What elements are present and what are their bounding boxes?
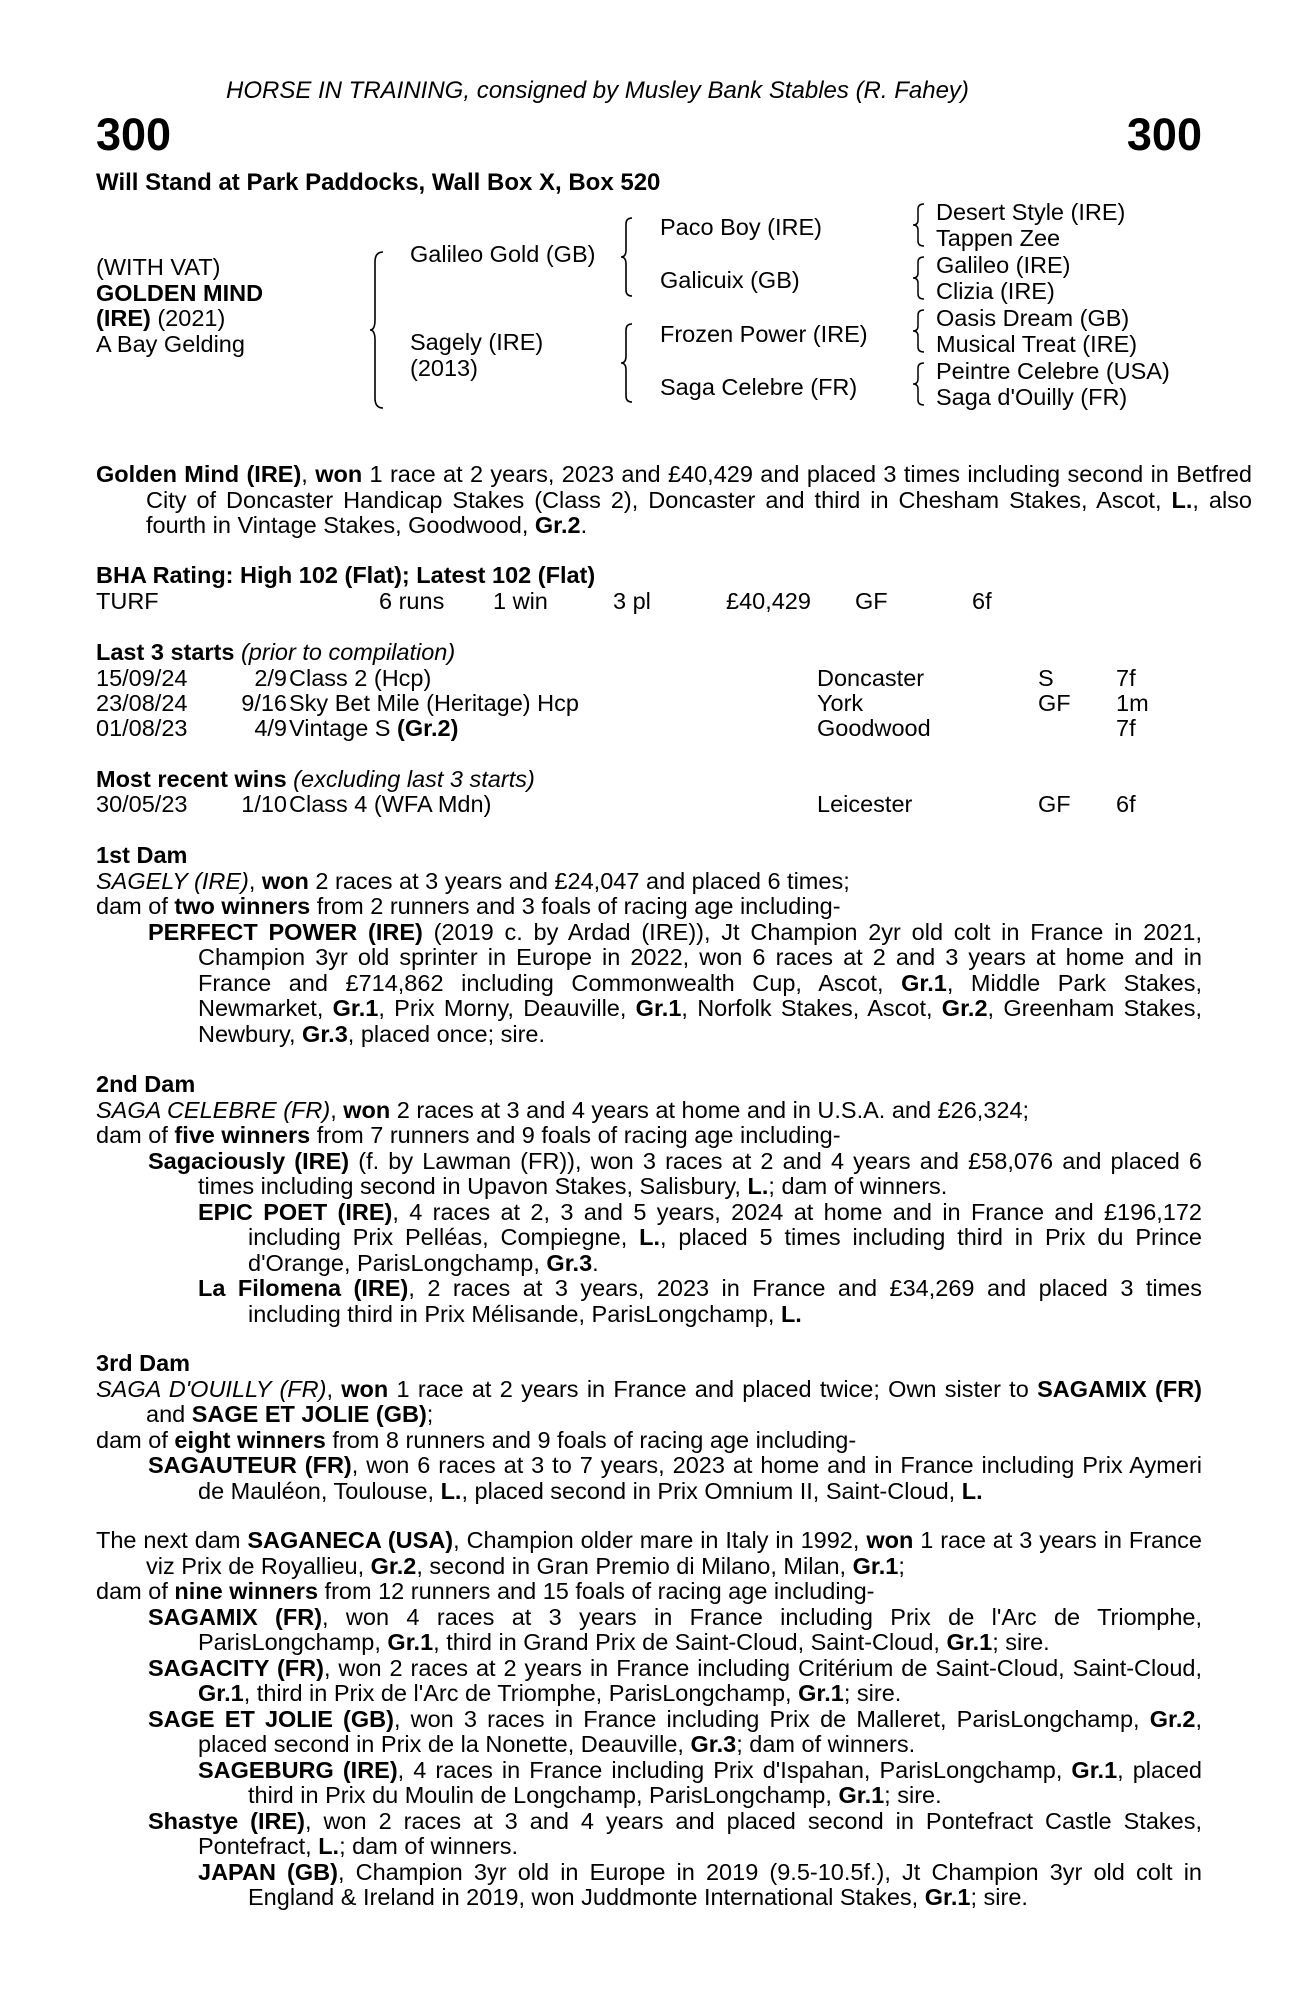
last3-note: (prior to compilation) — [234, 639, 456, 665]
second-dam-winners: five winners — [174, 1122, 311, 1148]
next-dam-text: 1 race at 3 years in France viz Prix de Royallieu, — [146, 1527, 1202, 1579]
race-distance: 7f — [1116, 715, 1136, 741]
race-grade: (Gr.2) — [397, 715, 459, 741]
grade-label: Gr.3 — [546, 1249, 593, 1276]
race-name-text: Vintage S — [289, 715, 398, 741]
grade-label: Gr.1 — [901, 969, 947, 996]
grade-label: Gr.2 — [941, 995, 988, 1021]
dam: Sagely (IRE) — [410, 329, 544, 355]
produce-text: , won 2 races at 3 and 4 years and placed second in Pontefract Castle Stakes, Pontefract, — [198, 1807, 1202, 1859]
recent-wins-heading-row — [96, 767, 1202, 793]
produce-name: Sagaciously (IRE) — [148, 1147, 350, 1174]
race-name-text: Sky Bet Mile (Heritage) Hcp — [289, 690, 579, 716]
listed-label: L. — [318, 1833, 340, 1859]
next-dam-text: , Champion older mare in Italy in 1992, — [453, 1527, 867, 1553]
third-dam-produce-prefix: dam of — [96, 1426, 175, 1453]
ggp-sds: Galileo (IRE) — [936, 252, 1071, 278]
listed-label: L. — [440, 1477, 462, 1504]
produce-text: , Champion 3yr old in Europe in 2019 (9.5-10.5f.), Jt Champion 3yr old colt in England & Ireland in 2019, won Juddmonte International Stakes, — [248, 1858, 1202, 1910]
race-distance: 6f — [1116, 791, 1136, 817]
grade-label: Gr.1 — [332, 995, 379, 1021]
produce-name: SAGE ET JOLIE (GB) — [148, 1705, 394, 1732]
produce-text: ; dam of winners. — [339, 1833, 519, 1859]
summary-won: won — [315, 461, 363, 487]
rating-row — [96, 589, 1202, 615]
listed-label: L. — [780, 1300, 802, 1327]
second-dam-produce-text: from 7 runners and 9 foals of racing age including- — [310, 1122, 841, 1148]
race-course: Goodwood — [817, 715, 931, 741]
ggp-sdd: Clizia (IRE) — [936, 278, 1055, 304]
rating-placed: 3 pl — [613, 588, 651, 614]
summary-horse-name: Golden Mind (IRE) — [96, 461, 302, 487]
sibling-name: SAGAMIX (FR) — [1037, 1375, 1202, 1402]
horse-suffix: (IRE) — [96, 305, 151, 331]
produce-text: ; sire. — [843, 1680, 902, 1706]
horse-name: GOLDEN MIND — [96, 279, 264, 306]
brace-ggp-4 — [912, 361, 926, 407]
third-dam-and: and — [146, 1401, 192, 1427]
produce-text: , won 2 races at 2 years in France including Critérium de Saint-Cloud, Saint-Cloud, — [323, 1654, 1202, 1681]
produce-name: EPIC POET (IRE) — [198, 1198, 393, 1225]
produce-name: JAPAN (GB) — [198, 1858, 338, 1885]
summary-text-2: , also fourth in Vintage Stakes, Goodwood, — [146, 486, 1253, 538]
vat-note: (WITH VAT) — [96, 254, 221, 280]
produce-text: ; sire. — [884, 1782, 942, 1808]
recent-wins-note: (excluding last 3 starts) — [286, 766, 535, 792]
last3-row — [96, 691, 1202, 717]
next-dam-won: won — [866, 1527, 914, 1553]
produce-text: , Greenham Stakes, Newbury, — [198, 995, 1202, 1047]
sire-sire: Paco Boy (IRE) — [660, 214, 822, 240]
produce-text: , 4 races at 2, 3 and 5 years, 2024 at home and in France and £196,172 including Prix Pelléas, Compiegne, — [248, 1198, 1203, 1250]
first-dam-section: 1st Dam SAGELY (IRE), won 2 races at 3 years and £24,047 and placed 6 times; dam of two winners from 2 runners and 3 foals of racing age including- PERFECT POWER (IRE) (2019 c. by Ardad (IRE)), Jt Champion 2yr old colt in France in 2021, Champion 3yr old sprinter in Europe in 2022, won 6 races at 2 and 3 years at home and in France and £714,862 including Commonwealth Cup, Ascot, Gr.1, Middle Park Stakes, Newmarket, Gr.1, Prix Morny, Deauville, Gr.1, Norfolk Stakes, Ascot, Gr.2, Greenham Stakes, Newbury, Gr.3, placed once; sire. — [96, 842, 1203, 1047]
produce-text: . — [592, 1249, 599, 1276]
second-dam-record: 2 races at 3 and 4 years at home and in U.S.A. and £26,324; — [390, 1096, 1030, 1123]
rating-runs: 6 runs — [379, 588, 445, 614]
produce-name: La Filomena (IRE) — [198, 1275, 409, 1301]
ggp-ddd: Saga d'Ouilly (FR) — [936, 384, 1128, 410]
horse-identity — [96, 255, 326, 357]
race-position: 4/9 — [254, 715, 287, 741]
first-dam-won: won — [261, 867, 309, 894]
produce-text: , Middle Park Stakes, Newmarket, — [198, 969, 1202, 1021]
produce-name: PERFECT POWER (IRE) — [148, 918, 423, 945]
produce-entry — [198, 1758, 1202, 1809]
first-dam-record: 2 races at 3 years and £24,047 and placed 6 times; — [308, 867, 850, 894]
race-name — [289, 691, 579, 717]
produce-text: , placed 5 times including third in Prix du Prince d'Orange, ParisLongchamp, — [248, 1224, 1202, 1276]
second-dam-heading: 2nd Dam — [96, 1071, 196, 1097]
produce-entry — [148, 1809, 1202, 1860]
grade-label: Gr.2 — [370, 1552, 417, 1579]
third-dam-winners: eight winners — [174, 1426, 326, 1453]
produce-entry — [198, 1200, 1202, 1277]
ggp-sss: Desert Style (IRE) — [936, 199, 1126, 225]
race-date: 23/08/24 — [96, 690, 188, 716]
grade-label: Gr.1 — [924, 1884, 971, 1910]
produce-text: , Prix Morny, Deauville, — [378, 995, 636, 1021]
next-dam-winners: nine winners — [174, 1578, 319, 1604]
lot-number-right: 300 — [1126, 109, 1202, 160]
produce-text: , placed third in Prix du Moulin de Longchamp, ParisLongchamp, — [248, 1756, 1202, 1808]
first-dam-produce-prefix: dam of — [96, 893, 175, 919]
race-date: 15/09/24 — [96, 665, 188, 691]
second-dam-name: SAGA CELEBRE (FR) — [96, 1096, 331, 1123]
race-position: 9/16 — [241, 690, 287, 716]
race-position: 2/9 — [254, 665, 287, 691]
sire-dam: Galicuix (GB) — [660, 267, 800, 293]
second-dam-won: won — [343, 1096, 391, 1123]
ggp-ssd: Tappen Zee — [936, 225, 1061, 251]
race-going: S — [1038, 665, 1054, 691]
produce-name: SAGEBURG (IRE) — [198, 1756, 398, 1783]
first-dam-name: SAGELY (IRE) — [96, 867, 249, 894]
ggp-dds: Peintre Celebre (USA) — [936, 358, 1170, 384]
rating-going: GF — [855, 588, 888, 614]
produce-text: , 2 races at 3 years, 2023 in France and £34,269 and placed 3 times including third in Prix Mélisande, ParisLongchamp, — [248, 1275, 1202, 1327]
pedigree-table — [96, 200, 1202, 422]
third-dam-won: won — [341, 1375, 389, 1402]
ggp-dss: Oasis Dream (GB) — [936, 305, 1130, 331]
race-name — [289, 666, 431, 692]
listed-label: L. — [639, 1224, 660, 1250]
grade-label: Gr.1 — [946, 1629, 993, 1655]
grade-label: Gr.2 — [1149, 1705, 1196, 1732]
race-name: Class 4 (WFA Mdn) — [289, 791, 492, 817]
summary-listed: L. — [1171, 486, 1193, 513]
next-dam-produce-prefix: dam of — [96, 1578, 175, 1604]
produce-text: (2019 c. by Ardad (IRE)), Jt Champion 2yr old colt in France in 2021, Champion 3yr old sprinter in Europe in 2022, won 6 races at 2 and 3 years at home and in France and £714,862 including Commonwealth Cup, Ascot, — [198, 918, 1203, 996]
summary-grade: Gr.2 — [534, 512, 581, 538]
horse-description: A Bay Gelding — [96, 330, 245, 357]
listed-label: L. — [961, 1477, 983, 1504]
first-dam-produce-text: from 2 runners and 3 foals of racing age including- — [310, 893, 841, 919]
grade-label: Gr.1 — [198, 1680, 244, 1706]
last3-heading: Last 3 starts — [96, 639, 235, 665]
race-name — [289, 716, 458, 742]
third-dam-heading: 3rd Dam — [96, 1350, 191, 1376]
race-course: York — [817, 690, 864, 716]
stabling-location: Will Stand at Park Paddocks, Wall Box X, Box 520 — [96, 169, 661, 196]
dam-sire: Frozen Power (IRE) — [660, 321, 868, 347]
brace-sire-parents — [620, 216, 634, 298]
next-dam-text: , second in Gran Premio di Milano, Milan, — [416, 1552, 853, 1579]
rating-wins: 1 win — [493, 588, 548, 614]
produce-name: SAGACITY (FR) — [148, 1654, 324, 1681]
next-dam-section — [96, 1528, 1202, 1911]
last3-heading-row — [96, 640, 1202, 666]
produce-text: , placed second in Prix Omnium II, Saint-Cloud, — [461, 1477, 962, 1504]
second-dam-section: 2nd Dam SAGA CELEBRE (FR), won 2 races at 3 and 4 years at home and in U.S.A. and £26,324; dam of five winners from 7 runners and 9 foals of racing age including- Sagaciously (IRE) (f. by Lawman (FR)), won 3 races at 2 and 4 years and £58,076 and placed 6 times including second in Upavon Stakes, Salisbury, L.; dam of winners. EPIC POET (IRE), 4 races at 2, 3 and 5 years, 2024 at home and in France and £196,172 including Prix Pelléas, Compiegne, L., placed 5 times including third in Prix du Prince d'Orange, ParisLongchamp, Gr.3. La Filomena (IRE), 2 races at 3 years, 2023 in France and £34,269 and placed 3 times including third in Prix Mélisande, ParisLongchamp, L. — [96, 1071, 1203, 1327]
grade-label: Gr.1 — [838, 1782, 885, 1808]
produce-text: ; dam of winners. — [736, 1731, 916, 1757]
brace-dam-parents — [620, 322, 634, 404]
race-course: Doncaster — [817, 665, 925, 691]
produce-text: , third in Prix de l'Arc de Triomphe, ParisLongchamp, — [243, 1680, 799, 1706]
brace-ggp-2 — [912, 255, 926, 301]
produce-text: , won 6 races at 3 to 7 years, 2023 at home and in France including Prix Aymeri de Mauléon, Toulouse, — [198, 1452, 1202, 1504]
race-distance: 7f — [1116, 665, 1136, 691]
race-date: 01/08/23 — [96, 715, 188, 741]
produce-entry — [148, 1707, 1202, 1758]
produce-entry — [148, 1149, 1202, 1200]
dam-dam: Saga Celebre (FR) — [660, 374, 858, 400]
rating-surface: TURF — [96, 588, 159, 614]
rating-heading: BHA Rating: High 102 (Flat); Latest 102 (Flat) — [96, 562, 596, 588]
produce-text: , placed second in Prix de la Nonette, Deauville, — [198, 1705, 1202, 1757]
produce-name: SAGAUTEUR (FR) — [148, 1452, 352, 1478]
produce-entry — [148, 1656, 1202, 1707]
produce-name: SAGAMIX (FR) — [148, 1603, 323, 1630]
race-name-text: Class 2 (Hcp) — [289, 665, 432, 691]
produce-text: ; dam of winners. — [768, 1173, 948, 1199]
rating-distance: 6f — [972, 588, 992, 614]
produce-name: Shastye (IRE) — [148, 1807, 305, 1834]
dam-year: (2013) — [410, 355, 478, 381]
produce-entry — [198, 1860, 1202, 1911]
race-going: GF — [1038, 690, 1071, 716]
sire: Galileo Gold (GB) — [410, 241, 596, 267]
race-going: GF — [1038, 791, 1071, 817]
second-dam-produce-prefix: dam of — [96, 1122, 175, 1148]
grade-label: Gr.1 — [635, 995, 682, 1021]
produce-text: (f. by Lawman (FR)), won 3 races at 2 and 4 years and £58,076 and placed 6 times including second in Upavon Stakes, Salisbury, — [198, 1147, 1203, 1199]
grade-label: Gr.3 — [690, 1731, 737, 1757]
next-dam-text: ; — [898, 1552, 905, 1579]
produce-entry — [148, 920, 1202, 1048]
ggp-dsd: Musical Treat (IRE) — [936, 331, 1138, 357]
race-distance: 1m — [1116, 690, 1149, 716]
first-dam-heading: 1st Dam — [96, 842, 188, 868]
next-dam-produce-text: from 12 runners and 15 foals of racing age including- — [318, 1578, 875, 1604]
third-dam-record: 1 race at 2 years in France and placed twice; Own sister to — [388, 1375, 1038, 1402]
summary-end: . — [580, 512, 588, 538]
next-dam-name: SAGANECA (USA) — [247, 1527, 454, 1553]
third-dam-end: ; — [426, 1401, 434, 1427]
brace-ggp-3 — [912, 308, 926, 354]
produce-entry — [198, 1276, 1202, 1327]
grade-label: Gr.1 — [852, 1552, 899, 1579]
third-dam-name: SAGA D'OUILLY (FR) — [96, 1375, 327, 1402]
produce-text: , won 3 races in France including Prix de Malleret, ParisLongchamp, — [393, 1705, 1150, 1732]
race-position: 1/10 — [241, 791, 287, 817]
produce-text: , 4 races in France including Prix d'Ispahan, ParisLongchamp, — [397, 1756, 1072, 1783]
produce-text: , third in Grand Prix de Saint-Cloud, Saint-Cloud, — [433, 1629, 947, 1655]
summary-text-1: 1 race at 2 years, 2023 and £40,429 and placed 3 times including second in Betfred City of Doncaster Handicap Stakes (Class 2), Doncaster and third in Chesham Stakes, Ascot, — [146, 461, 1252, 513]
last3-row — [96, 666, 1202, 692]
produce-entry — [148, 1605, 1202, 1656]
lot-number-left: 300 — [96, 109, 172, 160]
horse-summary: Golden Mind (IRE), won 1 race at 2 years, 2023 and £40,429 and placed 3 times including second in Betfred City of Doncaster Handicap Stakes (Class 2), Doncaster and third in Chesham Stakes, Ascot, L., also fourth in Vintage Stakes, Goodwood, Gr.2. — [96, 461, 1253, 538]
recent-wins-heading: Most recent wins — [96, 766, 287, 792]
brace-ggp-1 — [912, 202, 926, 248]
third-dam-produce-text: from 8 runners and 9 foals of racing age including- — [325, 1426, 857, 1453]
produce-entry — [148, 1453, 1202, 1504]
listed-label: L. — [747, 1173, 769, 1199]
grade-label: Gr.1 — [387, 1629, 434, 1655]
brace-sire-dam — [369, 250, 385, 410]
sibling-name: SAGE ET JOLIE (GB) — [191, 1401, 427, 1427]
produce-text: , won 4 races at 3 years in France including Prix de l'Arc de Triomphe, ParisLongchamp, — [198, 1603, 1202, 1655]
grade-label: Gr.3 — [302, 1020, 348, 1047]
grade-label: Gr.1 — [1071, 1756, 1118, 1783]
last3-row — [96, 716, 1202, 742]
next-dam-intro: The next dam — [96, 1527, 248, 1553]
produce-text: ; sire. — [992, 1629, 1050, 1655]
foaling-year: (2021) — [150, 305, 226, 331]
produce-text: ; sire. — [970, 1884, 1028, 1910]
first-dam-winners: two winners — [174, 893, 311, 919]
race-course: Leicester — [817, 791, 913, 817]
consignor-header: HORSE IN TRAINING, consigned by Musley Bank Stables (R. Fahey) — [226, 77, 969, 104]
race-date: 30/05/23 — [96, 791, 188, 817]
rating-earnings: £40,429 — [726, 588, 811, 614]
third-dam-section: 3rd Dam SAGA D'OUILLY (FR), won 1 race at 2 years in France and placed twice; Own sister to SAGAMIX (FR) and SAGE ET JOLIE (GB); dam of eight winners from 8 runners and 9 foals of racing age including- SAGAUTEUR (FR), won 6 races at 3 to 7 years, 2023 at home and in France including Prix Aymeri de Mauléon, Toulouse, L., placed second in Prix Omnium II, Saint-Cloud, L. — [96, 1350, 1202, 1504]
recent-wins-row — [96, 792, 1202, 818]
produce-text: , Norfolk Stakes, Ascot, — [681, 995, 942, 1021]
produce-text: , placed once; sire. — [347, 1020, 546, 1047]
grade-label: Gr.1 — [798, 1680, 844, 1706]
